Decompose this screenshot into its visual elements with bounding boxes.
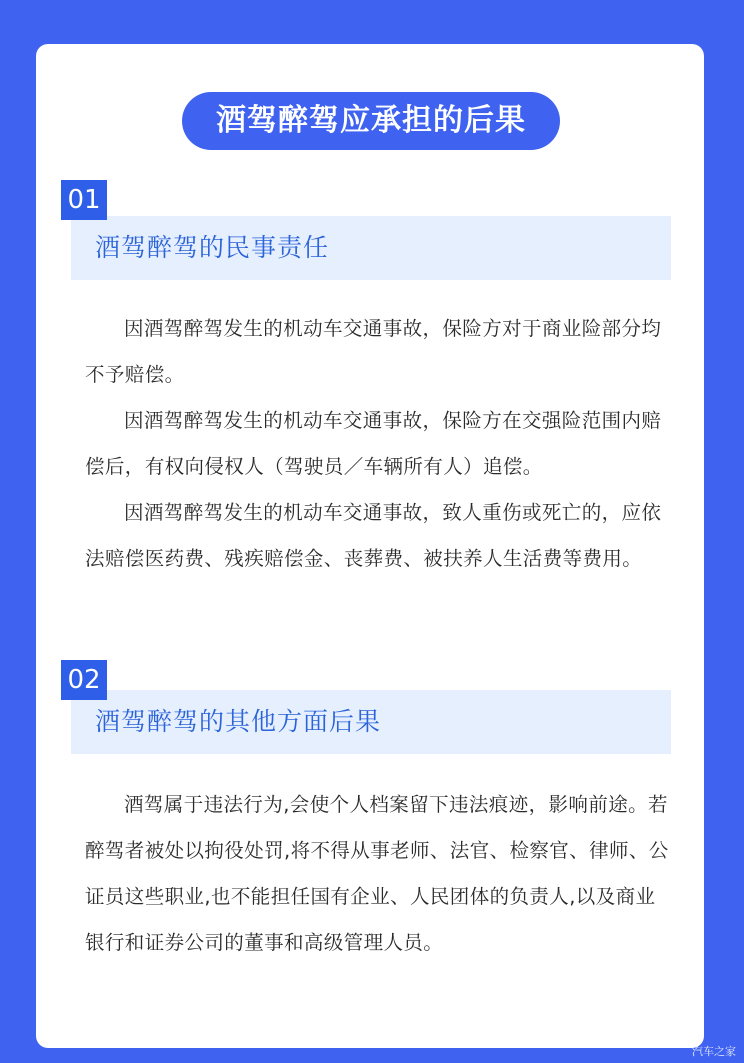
section-number-badge: 01 bbox=[61, 180, 107, 220]
section-heading: 酒驾醉驾的其他方面后果 bbox=[71, 690, 671, 754]
watermark-text: 汽车之家 bbox=[692, 1045, 736, 1058]
page-title: 酒驾醉驾应承担的后果 bbox=[182, 92, 560, 150]
paragraph: 因酒驾醉驾发生的机动车交通事故，致人重伤或死亡的，应依法赔偿医药费、残疾赔偿金、丧葬费、被扶养人生活费等费用。 bbox=[85, 501, 662, 570]
paragraph: 因酒驾醉驾发生的机动车交通事故，保险方在交强险范围内赔偿后，有权向侵权人（驾驶员／车辆所有人）追偿。 bbox=[85, 409, 662, 478]
paragraph: 因酒驾醉驾发生的机动车交通事故，保险方对于商业险部分均不予赔偿。 bbox=[85, 317, 662, 386]
paragraph: 酒驾属于违法行为,会使个人档案留下违法痕迹，影响前途。若醉驾者被处以拘役处罚,将不得从事老师、法官、检察官、律师、公证员这些职业,也不能担任国有企业、人民团体的负责人,以及商业银行和证券公司的董事和高级管理人员。 bbox=[85, 793, 669, 954]
section-number-badge: 02 bbox=[61, 660, 107, 700]
section-heading: 酒驾醉驾的民事责任 bbox=[71, 216, 671, 280]
content-card bbox=[36, 44, 704, 1048]
